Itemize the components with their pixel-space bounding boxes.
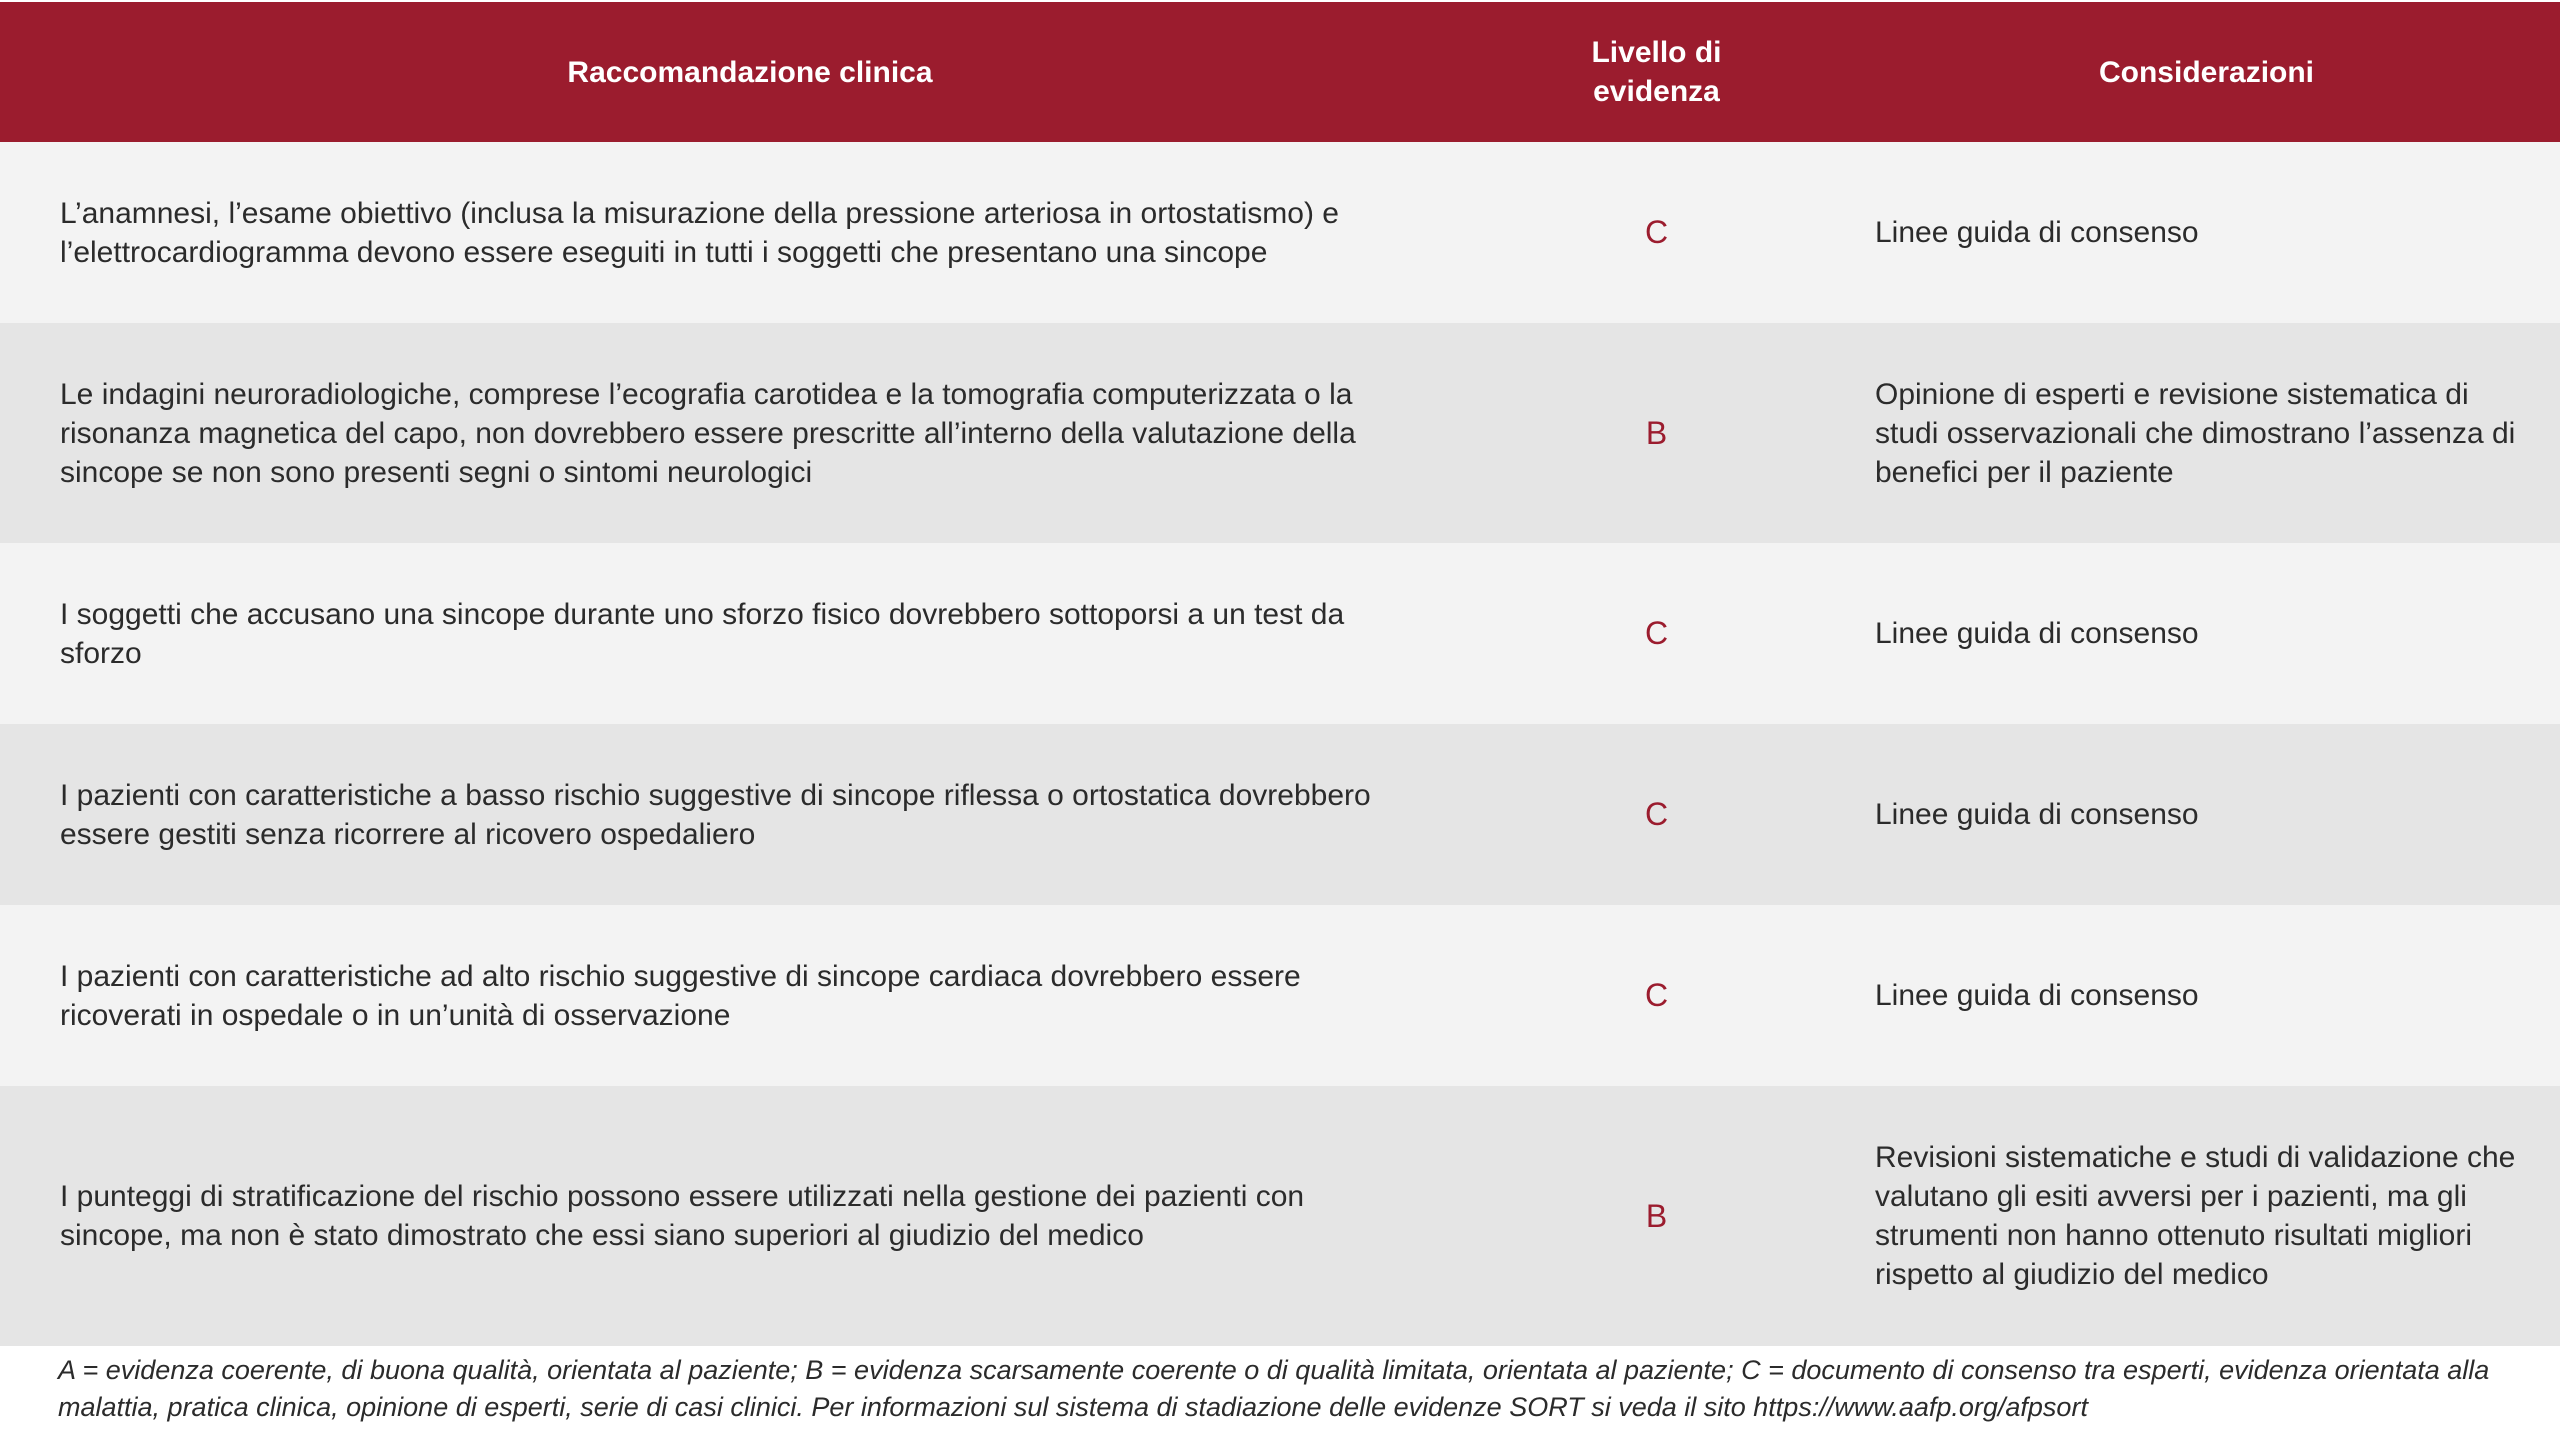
evidence-level-cell: B bbox=[1645, 1197, 1668, 1234]
table-row bbox=[0, 323, 2560, 543]
evidence-level-cell: C bbox=[1644, 214, 1669, 250]
header-considerations: Considerazioni bbox=[2098, 55, 2315, 89]
header-recommendation: Raccomandazione clinica bbox=[567, 55, 933, 89]
evidence-level-cell: C bbox=[1644, 977, 1669, 1013]
table-footnote: A = evidenza coerente, di buona qualità, orientata al paziente; B = evidenza scarsamente coerente o di qualità limitata, orientata al paziente; C = documento di consenso tra esperti, evidenza orientata alla malattia, pratica clinica, opinione di esperti, serie di casi clinici. Per informazioni sul sistema di stadiazione delle evidenze SORT si veda il sito https://www.aafp.org/afpsort bbox=[58, 1355, 2490, 1422]
recommendation-cell: I soggetti che accusano una sincope durante uno sforzo fisico dovrebbero sottoporsi a un test da sforzo bbox=[60, 597, 1345, 670]
table-row bbox=[0, 724, 2560, 905]
consideration-cell: Revisioni sistematiche e studi di validazione che valutano gli esiti avversi per i pazienti, ma gli strumenti non hanno ottenuto risultati migliori rispetto al giudizio del medico bbox=[1875, 1141, 2516, 1291]
table-body bbox=[0, 142, 2560, 1346]
table-row bbox=[0, 142, 2560, 323]
table-row bbox=[0, 1086, 2560, 1346]
evidence-level-cell: C bbox=[1644, 615, 1669, 651]
consideration-cell: Linee guida di consenso bbox=[1875, 798, 2199, 831]
recommendation-cell: I pazienti con caratteristiche a basso rischio suggestive di sincope riflessa o ortostatica dovrebbero essere gestiti senza ricorrere al ricovero ospedaliero bbox=[60, 778, 1371, 851]
recommendation-cell: Le indagini neuroradiologiche, comprese l’ecografia carotidea e la tomografia computerizzata o la risonanza magnetica del capo, non dovrebbero essere prescritte all’interno della valutazione della sincope se non sono presenti segni o sintomi neurologici bbox=[60, 377, 1356, 489]
header-evidence-level-text: Livello di evidenza bbox=[1591, 36, 1722, 108]
table-row bbox=[0, 905, 2560, 1086]
evidence-level-cell: C bbox=[1644, 796, 1669, 832]
consideration-cell: Opinione di esperti e revisione sistematica di studi osservazionali che dimostrano l’assenza di benefici per il paziente bbox=[1875, 377, 2516, 489]
consideration-cell: Linee guida di consenso bbox=[1875, 979, 2199, 1012]
recommendation-cell: L’anamnesi, l’esame obiettivo (inclusa la misurazione della pressione arteriosa in ortostatismo) e l’elettrocardiogramma devono essere eseguiti in tutti i soggetti che presentano una sincope bbox=[60, 196, 1339, 269]
header-evidence-level bbox=[1500, 33, 1813, 111]
table-header bbox=[0, 2, 2560, 142]
evidence-level-cell: B bbox=[1645, 414, 1668, 451]
recommendations-table bbox=[0, 2, 2560, 1346]
consideration-cell: Linee guida di consenso bbox=[1875, 617, 2199, 650]
consideration-cell: Linee guida di consenso bbox=[1875, 216, 2199, 249]
recommendation-cell: I punteggi di stratificazione del rischio possono essere utilizzati nella gestione dei pazienti con sincope, ma non è stato dimostrato che essi siano superiori al giudizio del medico bbox=[60, 1180, 1305, 1252]
recommendation-cell: I pazienti con caratteristiche ad alto rischio suggestive di sincope cardiaca dovrebbero essere ricoverati in ospedale o in un’unità di osservazione bbox=[60, 959, 1301, 1032]
table-row bbox=[0, 543, 2560, 724]
